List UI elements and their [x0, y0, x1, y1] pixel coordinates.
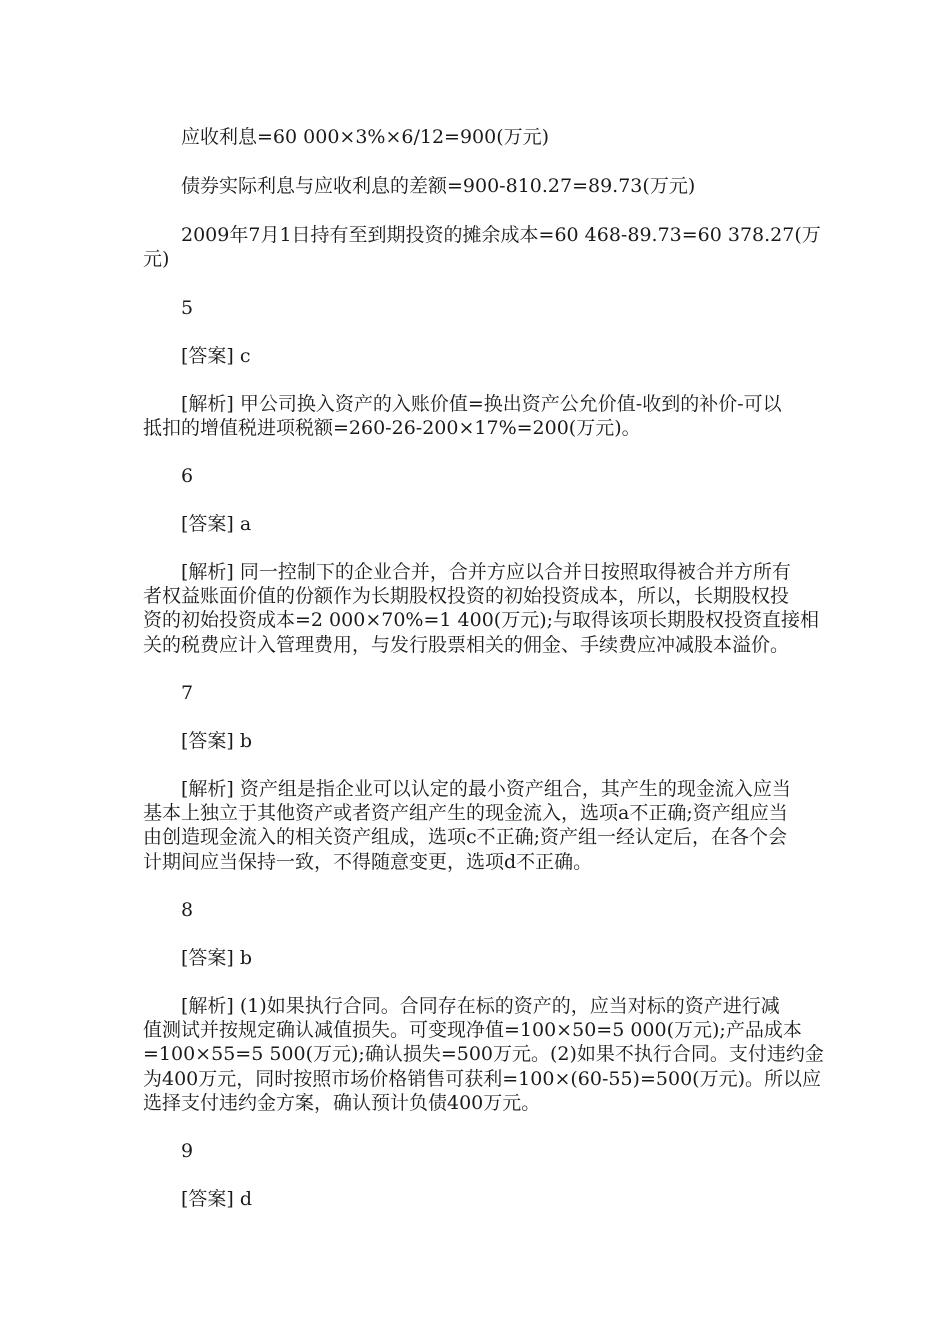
analysis-paragraph-cont: 为400万元，同时按照市场价格销售可获利=100×(60-55)=500(万元)。所以应: [143, 1068, 821, 1090]
analysis-paragraph: [解析] 同一控制下的企业合并，合并方应以合并日按照取得被合并方所有: [181, 561, 791, 583]
analysis-paragraph-cont: 值测试并按规定确认减值损失。可变现净值=100×50=5 000(万元);产品成本: [143, 1019, 802, 1041]
interest-difference-line: 债券实际利息与应收利息的差额=900-810.27=89.73(万元): [181, 175, 696, 197]
question-number: 7: [181, 682, 194, 704]
analysis-paragraph: [解析] 甲公司换入资产的入账价值=换出资产公允价值-收到的补价-可以: [181, 393, 782, 415]
analysis-paragraph-cont: 基本上独立于其他资产或者资产组产生的现金流入，选项a不正确;资产组应当: [143, 802, 788, 824]
analysis-paragraph-cont: 抵扣的增值税进项税额=260-26-200×17%=200(万元)。: [143, 417, 641, 439]
answer-label: [答案] c: [181, 345, 251, 367]
analysis-paragraph-cont: =100×55=5 500(万元);确认损失=500万元。(2)如果不执行合同。支付违约金: [143, 1043, 824, 1065]
analysis-paragraph-cont: 由创造现金流入的相关资产组成，选项c不正确;资产组一经认定后，在各个会: [143, 826, 788, 848]
answer-label: [答案] a: [181, 513, 252, 535]
amortized-cost-line: 2009年7月1日持有至到期投资的摊余成本=60 468-89.73=60 378.27(万: [181, 224, 821, 246]
analysis-paragraph-cont: 选择支付违约金方案，确认预计负债400万元。: [143, 1092, 541, 1114]
amortized-cost-line-cont: 元): [143, 248, 170, 270]
receivable-interest-line: 应收利息=60 000×3%×6/12=900(万元): [181, 126, 550, 148]
analysis-paragraph-cont: 关的税费应计入管理费用，与发行股票相关的佣金、手续费应冲减股本溢价。: [143, 634, 790, 656]
question-number: 5: [181, 297, 194, 319]
analysis-paragraph: [解析] (1)如果执行合同。合同存在标的资产的，应当对标的资产进行减: [181, 995, 780, 1017]
analysis-paragraph-cont: 计期间应当保持一致，不得随意变更，选项d不正确。: [143, 851, 593, 873]
question-number: 8: [181, 899, 194, 921]
analysis-paragraph-cont: 者权益账面价值的份额作为长期股权投资的初始投资成本，所以，长期股权投: [143, 585, 790, 607]
answer-label: [答案] b: [181, 730, 253, 752]
analysis-paragraph-cont: 资的初始投资成本=2 000×70%=1 400(万元);与取得该项长期股权投资直接相: [143, 609, 820, 631]
answer-label: [答案] d: [181, 1188, 253, 1210]
question-number: 6: [181, 465, 194, 487]
analysis-paragraph: [解析] 资产组是指企业可以认定的最小资产组合，其产生的现金流入应当: [181, 778, 791, 800]
answer-label: [答案] b: [181, 947, 253, 969]
question-number: 9: [181, 1140, 194, 1162]
